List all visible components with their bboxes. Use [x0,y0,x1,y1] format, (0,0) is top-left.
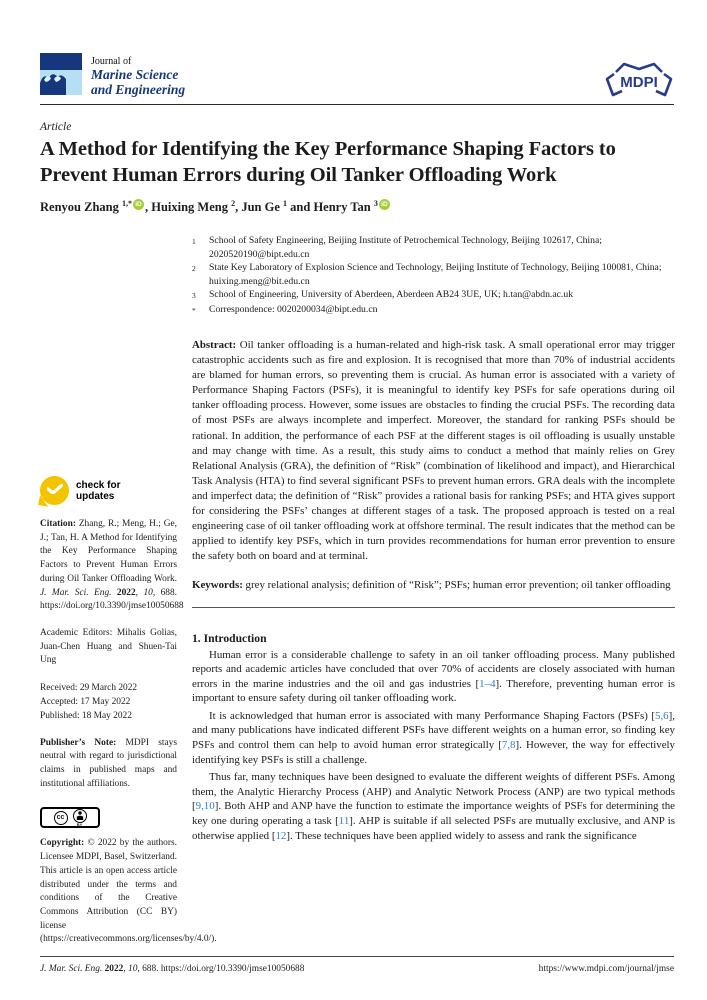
abstract-label: Abstract: [192,339,237,351]
cc-by-license-badge[interactable] [40,807,100,828]
affiliation-marker: 3 [192,291,196,300]
journal-wave-icon [40,53,82,95]
text-run: 10 [128,964,138,974]
affiliation-text: School of Safety Engineering, Beijing Institute of Petrochemical Technology, Beijing 102617, China; 2020520190@bipt.edu.cn [209,235,602,260]
superscript: 3 [373,199,378,208]
text-run: , 688. https://doi.org/10.3390/jmse10050688 [137,964,305,974]
mdpi-logo-text: MDPI [620,74,658,91]
text-run: ]. However, the way for effectively identifying key PSFs is still a challenge. [192,739,676,766]
text-run: , Jun Ge [235,200,284,215]
reference-link[interactable]: 11 [338,815,350,828]
mdpi-logo-icon [604,60,674,98]
text-run: © 2022 by the authors. Licensee MDPI, Basel, Switzerland. This article is an open access article distributed under the terms and conditions of the Creative Commons Attribution (CC BY) license (https://creativecommons.org/licenses/by/4.0/). [40,838,217,945]
text-run: Renyou Zhang [40,200,122,215]
text-run: 2022 [104,964,124,974]
footer-citation [40,964,304,974]
citation-block [40,518,184,614]
text-run: ]. Both AHP and ANP have the function to estimate the importance weights of PSFs for determining the key one during operating a task [ [192,800,675,828]
text-run: Publisher’s Note: [40,737,126,748]
check-for-updates-badge[interactable] [40,476,177,505]
keywords-text: grey relational analysis; definition of “Risk”; PSFs; human error prevention; oil tanker offloading [242,579,671,592]
text-run: Copyright: [40,838,88,849]
cc-icon: cc [54,811,68,825]
text-run: Human error is a considerable challenge to safety in an oil tanker offloading process. Many published reports and academic articles have concluded that over 70% of accidents are closely associated with human errors in the marine industries and the oil and gas industries [ [192,648,675,690]
text-run: It is acknowledged that human error is associated with many Performance Shaping Factors (PSFs) [ [209,709,656,722]
reference-link[interactable]: 5,6 [655,709,669,722]
text-run: ]. These techniques have been applied widely to assess and rank the significance [286,829,637,842]
crossmark-icon [40,476,69,505]
correspondence-row [192,303,675,318]
superscript: 1,* [121,199,132,208]
affiliation-text: State Key Laboratory of Explosion Science and Technology, Beijing Institute of Technology, Beijing 100081, China; huixing.meng@bit.edu.cn [209,262,662,287]
abstract-text: Oil tanker offloading is a human-related and high-risk task. A small operational error may trigger catastrophic accidents such as fire and explosion. It is recognised that more than 70% of industrial accidents are blamed for human errors, so preventing them is crucial. As human error is associated with a variety of Performance Shaping Factors (PSFs), it is meaningful to identify key PSFs for safe operations during oil tanker offloading process. However, some issues are obstacles to finding the crucial PSFs. The recording data of most PSFs are always incomplete and imperfect. Moreover, the standard for ranking PSFs should be rational. In addition, the performance of each PSF at the different stages is oil offloading is usually unstable and may change with time. As a result, this study aims to conduct a method that mainly relies on Grey Relational Analysis (GRA), the definition of “Risk” (combination of likelihood and impact), and Hierarchical Task Analysis (HTA) to find several significant PSFs to prevent human errors. GRA deals with the incomplete and imperfect data; the definition of “Risk” provides a rational basis for ranking PSFs; and HTA gives support for considering the PSFs’ changes at different stages of a task. The proposed approach is tested on a real engineering case of oil tanker offloading work at offshore terminal. The result indicates that the method can be applied to identify key PSFs, which in turn provides recommendations for human error prevention to ensure the safety both on board and at terminal. [192,339,675,563]
text-run: ]. AHP is suitable if all selected PSFs are mutually exclusive, and ANP is otherwise applied [ [192,815,676,842]
article-head [40,121,674,215]
keywords-label: Keywords: [192,579,243,592]
footer-journal-url[interactable]: https://www.mdpi.com/journal/jmse [538,964,674,974]
text-run: , 688. https://doi.org/10.3390/jmse10050688 [40,587,184,612]
text-run: Zhang, R.; Meng, H.; Ge, J.; Tan, H. A Method for Identifying the Key Performance Shaping Factors to Prevent Human Errors during Oil Tanker Offloading Work. [40,519,177,584]
article-dates [40,681,177,724]
academic-editors: Academic Editors: Mihalis Golias, Juan-Chen Huang and Shuen-Tai Ung [40,627,177,666]
person-icon [73,809,87,823]
received-date: Received: 29 March 2022 [40,683,138,694]
check-icon [47,484,63,494]
abstract-body-divider [192,607,675,608]
text-run: Thus far, many techniques have been designed to evaluate the different weights of different PSFs. Among them, the Analytic Hierarchy Process (AHP) and Analytic Network Process (ANP) are two typical methods [ [192,771,675,813]
affiliations-list [192,234,675,317]
section-heading-introduction: 1. Introduction [192,631,267,645]
reference-link[interactable]: 9,10 [195,800,215,813]
authors-line [40,199,674,215]
orcid-icon[interactable]: iD [379,199,390,210]
text-run: ], and many publications have indicated different PSFs have different weights on a human error, so finding key PSFs and control them can help to avoid human error strategically [ [192,709,675,752]
accepted-date: Accepted: 17 May 2022 [40,697,131,708]
journal-name-line1: Journal of [91,56,132,67]
affiliation-row [192,261,675,288]
intro-paragraph-2 [192,709,675,767]
main-column [192,234,675,843]
reference-link[interactable]: 7,8 [501,739,516,752]
copyright-block [40,837,217,947]
text-run: J. Mar. Sci. Eng. [40,964,105,974]
reference-link[interactable]: 1–4 [479,677,496,690]
text-run: , [135,587,144,598]
text-run: ]. Therefore, preventing human error is important to ensure safety during oil tanker offloading work. [192,677,675,705]
superscript: 2 [231,199,236,208]
abstract [192,338,675,564]
cc-by-person-wrap [73,809,87,827]
header-divider [40,104,674,105]
published-date: Published: 18 May 2022 [40,711,132,722]
page-footer [40,956,674,974]
text-run: MDPI stays neutral with regard to jurisdictional claims in published maps and institutional affiliations. [40,737,177,789]
correspondence-text: Correspondence: 0020200034@bipt.edu.cn [209,303,378,315]
mdpi-logo[interactable] [604,60,674,103]
check-for-updates-label [76,480,120,502]
text-run: and Henry Tan [287,200,374,215]
text-run: Citation: [40,519,79,529]
journal-name-line2: Marine Science [91,67,179,82]
reference-link[interactable]: 12 [275,829,287,842]
cc-by-label: BY [76,821,83,827]
text-run: , [123,964,129,974]
affiliation-row [192,288,675,303]
article-type-label: Article [40,121,72,133]
paper-title: A Method for Identifying the Key Performance Shaping Factors to Prevent Human Errors during Oil Tanker Offloading Work [40,138,616,186]
journal-logo[interactable] [40,53,185,97]
superscript: 1 [283,199,288,208]
affiliation-text: School of Engineering, University of Aberdeen, Aberdeen AB24 3UE, UK; h.tan@abdn.ac.uk [209,289,574,300]
text-run: J. Mar. Sci. Eng. [40,587,117,598]
intro-paragraph-1 [192,648,675,706]
orcid-icon[interactable]: iD [133,199,144,210]
text-run: 10 [143,587,153,598]
text-run: 2022 [116,587,136,598]
affiliation-row [192,234,675,261]
check-for-updates-line1: check for [76,479,121,491]
journal-header [40,53,674,103]
affiliation-marker: 1 [192,237,196,246]
text-run: , Huixing Meng [144,200,232,215]
check-for-updates-line2: updates [76,490,115,502]
correspondence-marker: * [192,305,196,315]
journal-name [91,53,185,97]
intro-paragraph-3 [192,770,675,843]
affiliation-marker: 2 [192,264,196,273]
journal-name-line3: and Engineering [91,82,186,97]
keywords [192,578,675,593]
publishers-note [40,737,177,792]
